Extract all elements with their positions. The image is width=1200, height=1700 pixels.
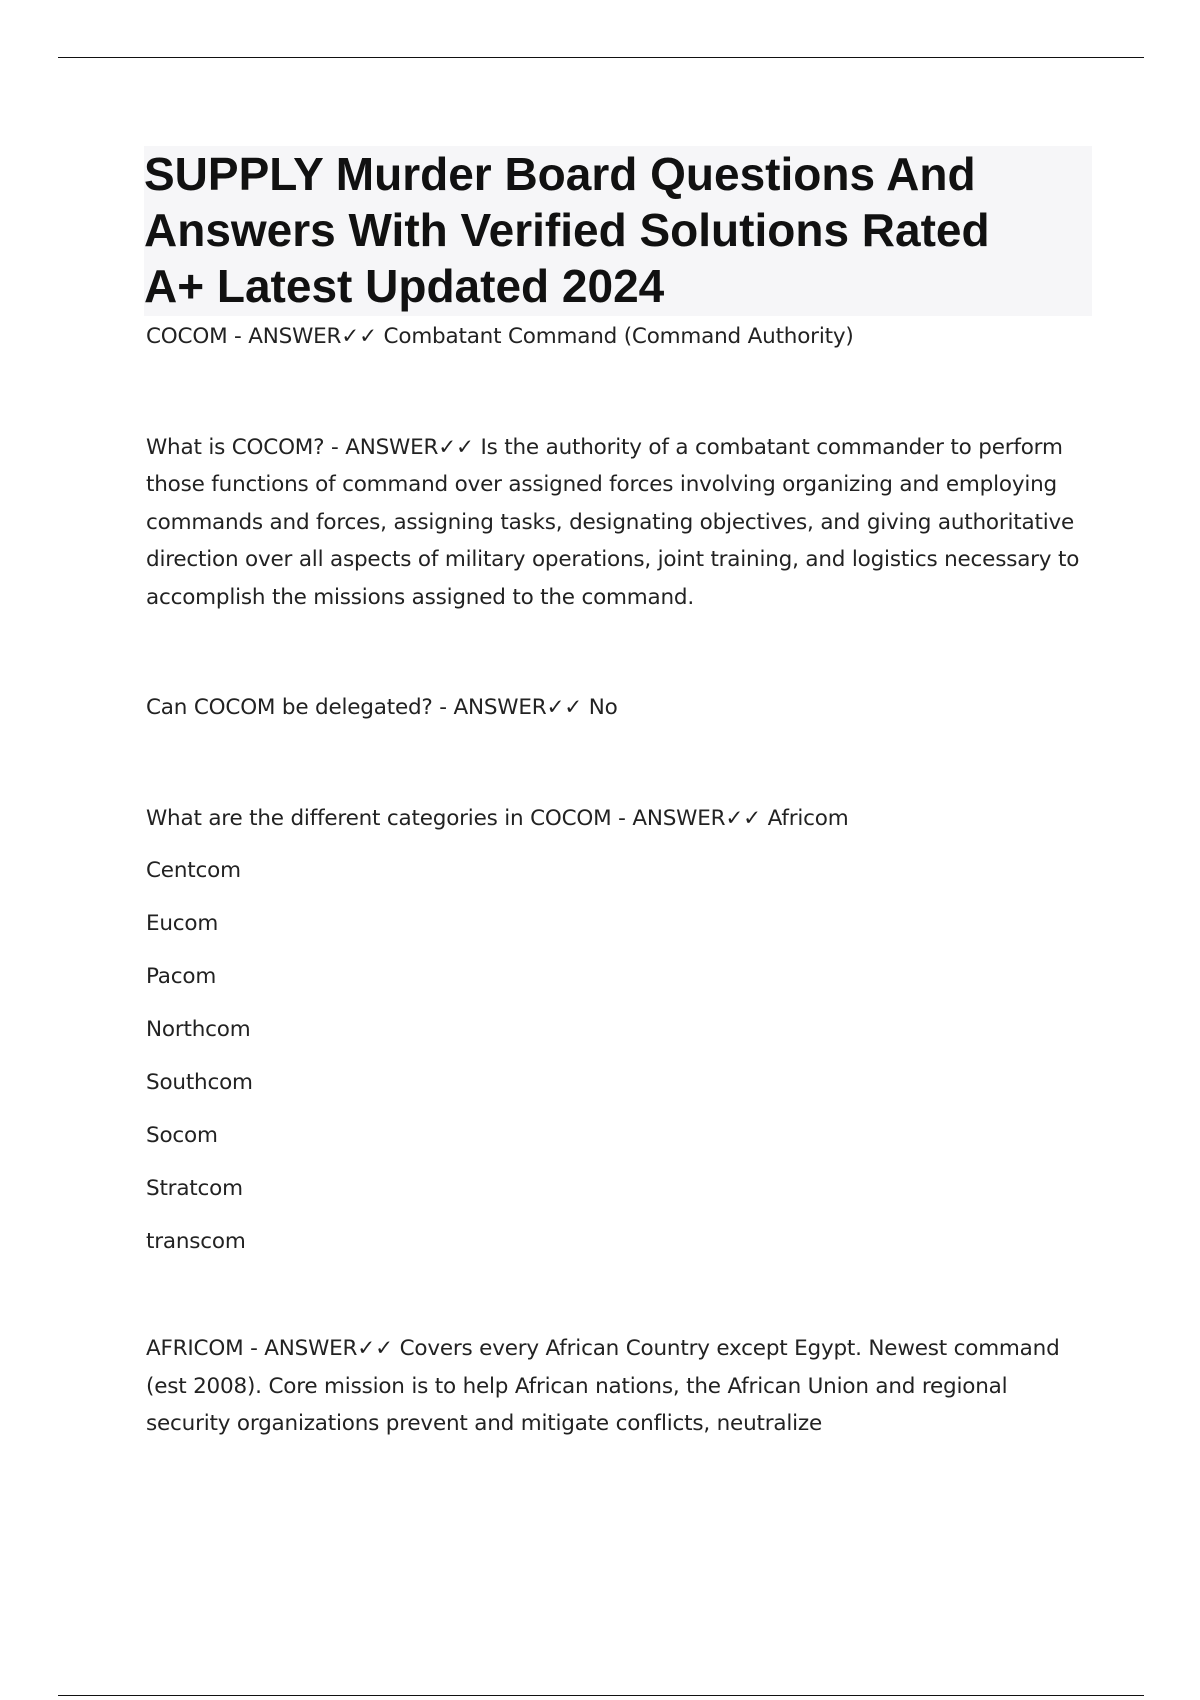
- list-item: Centcom: [146, 858, 241, 883]
- answer-text: Is the authority of a combatant commander to perform those functions of command over assigned forces involving organizing and employing commands and forces, assigning tasks, designating objectives, and giving authoritative direction over all aspects of military operations, joint training, and logistics necessary to accomplish the missions assigned to the command.: [146, 434, 1080, 610]
- question-text: COCOM: [146, 324, 228, 349]
- question-text: Can COCOM be delegated?: [146, 695, 433, 720]
- answer-text: Covers every African Country except Egypt. Newest command (est 2008). Core mission is to help African nations, the African Union and regional security organizations prevent and mitigate conflicts, neutralize: [146, 1336, 1060, 1436]
- qa-entry-cocom: [146, 318, 1096, 356]
- document-body: [146, 146, 1096, 1443]
- spacer: [146, 616, 1096, 689]
- question-text: AFRICOM: [146, 1336, 244, 1361]
- answer-marker: - ANSWER✓✓: [611, 805, 768, 831]
- list-item: Southcom: [146, 1070, 253, 1095]
- answer-text: Africom: [767, 805, 849, 831]
- answer-marker: - ANSWER✓✓: [324, 434, 481, 460]
- list-item: Eucom: [146, 911, 219, 936]
- header-rule: [58, 57, 1144, 58]
- qa-entry-categories: [146, 800, 1096, 838]
- document-title: SUPPLY Murder Board Questions And Answers With Verified Solutions Rated A+ Latest Updated 2024: [144, 148, 990, 312]
- list-item: Stratcom: [146, 1176, 243, 1201]
- list-item: Pacom: [146, 964, 217, 989]
- spacer: [146, 727, 1096, 800]
- qa-entry-what-is-cocom: [146, 429, 1096, 617]
- qa-entry-delegated: [146, 689, 1096, 727]
- answer-marker: - ANSWER✓✓: [227, 324, 384, 349]
- answer-marker: - ANSWER✓✓: [432, 695, 589, 720]
- answer-marker: - ANSWER✓✓: [243, 1336, 400, 1361]
- qa-entry-africom: [146, 1330, 1096, 1443]
- answer-text: Combatant Command (Command Authority): [383, 324, 854, 349]
- category-list: [146, 844, 1096, 1268]
- list-item: transcom: [146, 1229, 246, 1254]
- answer-text: No: [588, 695, 618, 720]
- footer-rule: [58, 1695, 1144, 1696]
- spacer: [146, 356, 1096, 429]
- question-text: What is COCOM?: [146, 434, 325, 460]
- spacer: [146, 1268, 1096, 1330]
- qa-section: [146, 318, 1096, 1443]
- question-text: What are the different categories in COCOM: [146, 805, 612, 831]
- title-block: [144, 146, 1092, 316]
- list-item: Socom: [146, 1123, 218, 1148]
- list-item: Northcom: [146, 1017, 251, 1042]
